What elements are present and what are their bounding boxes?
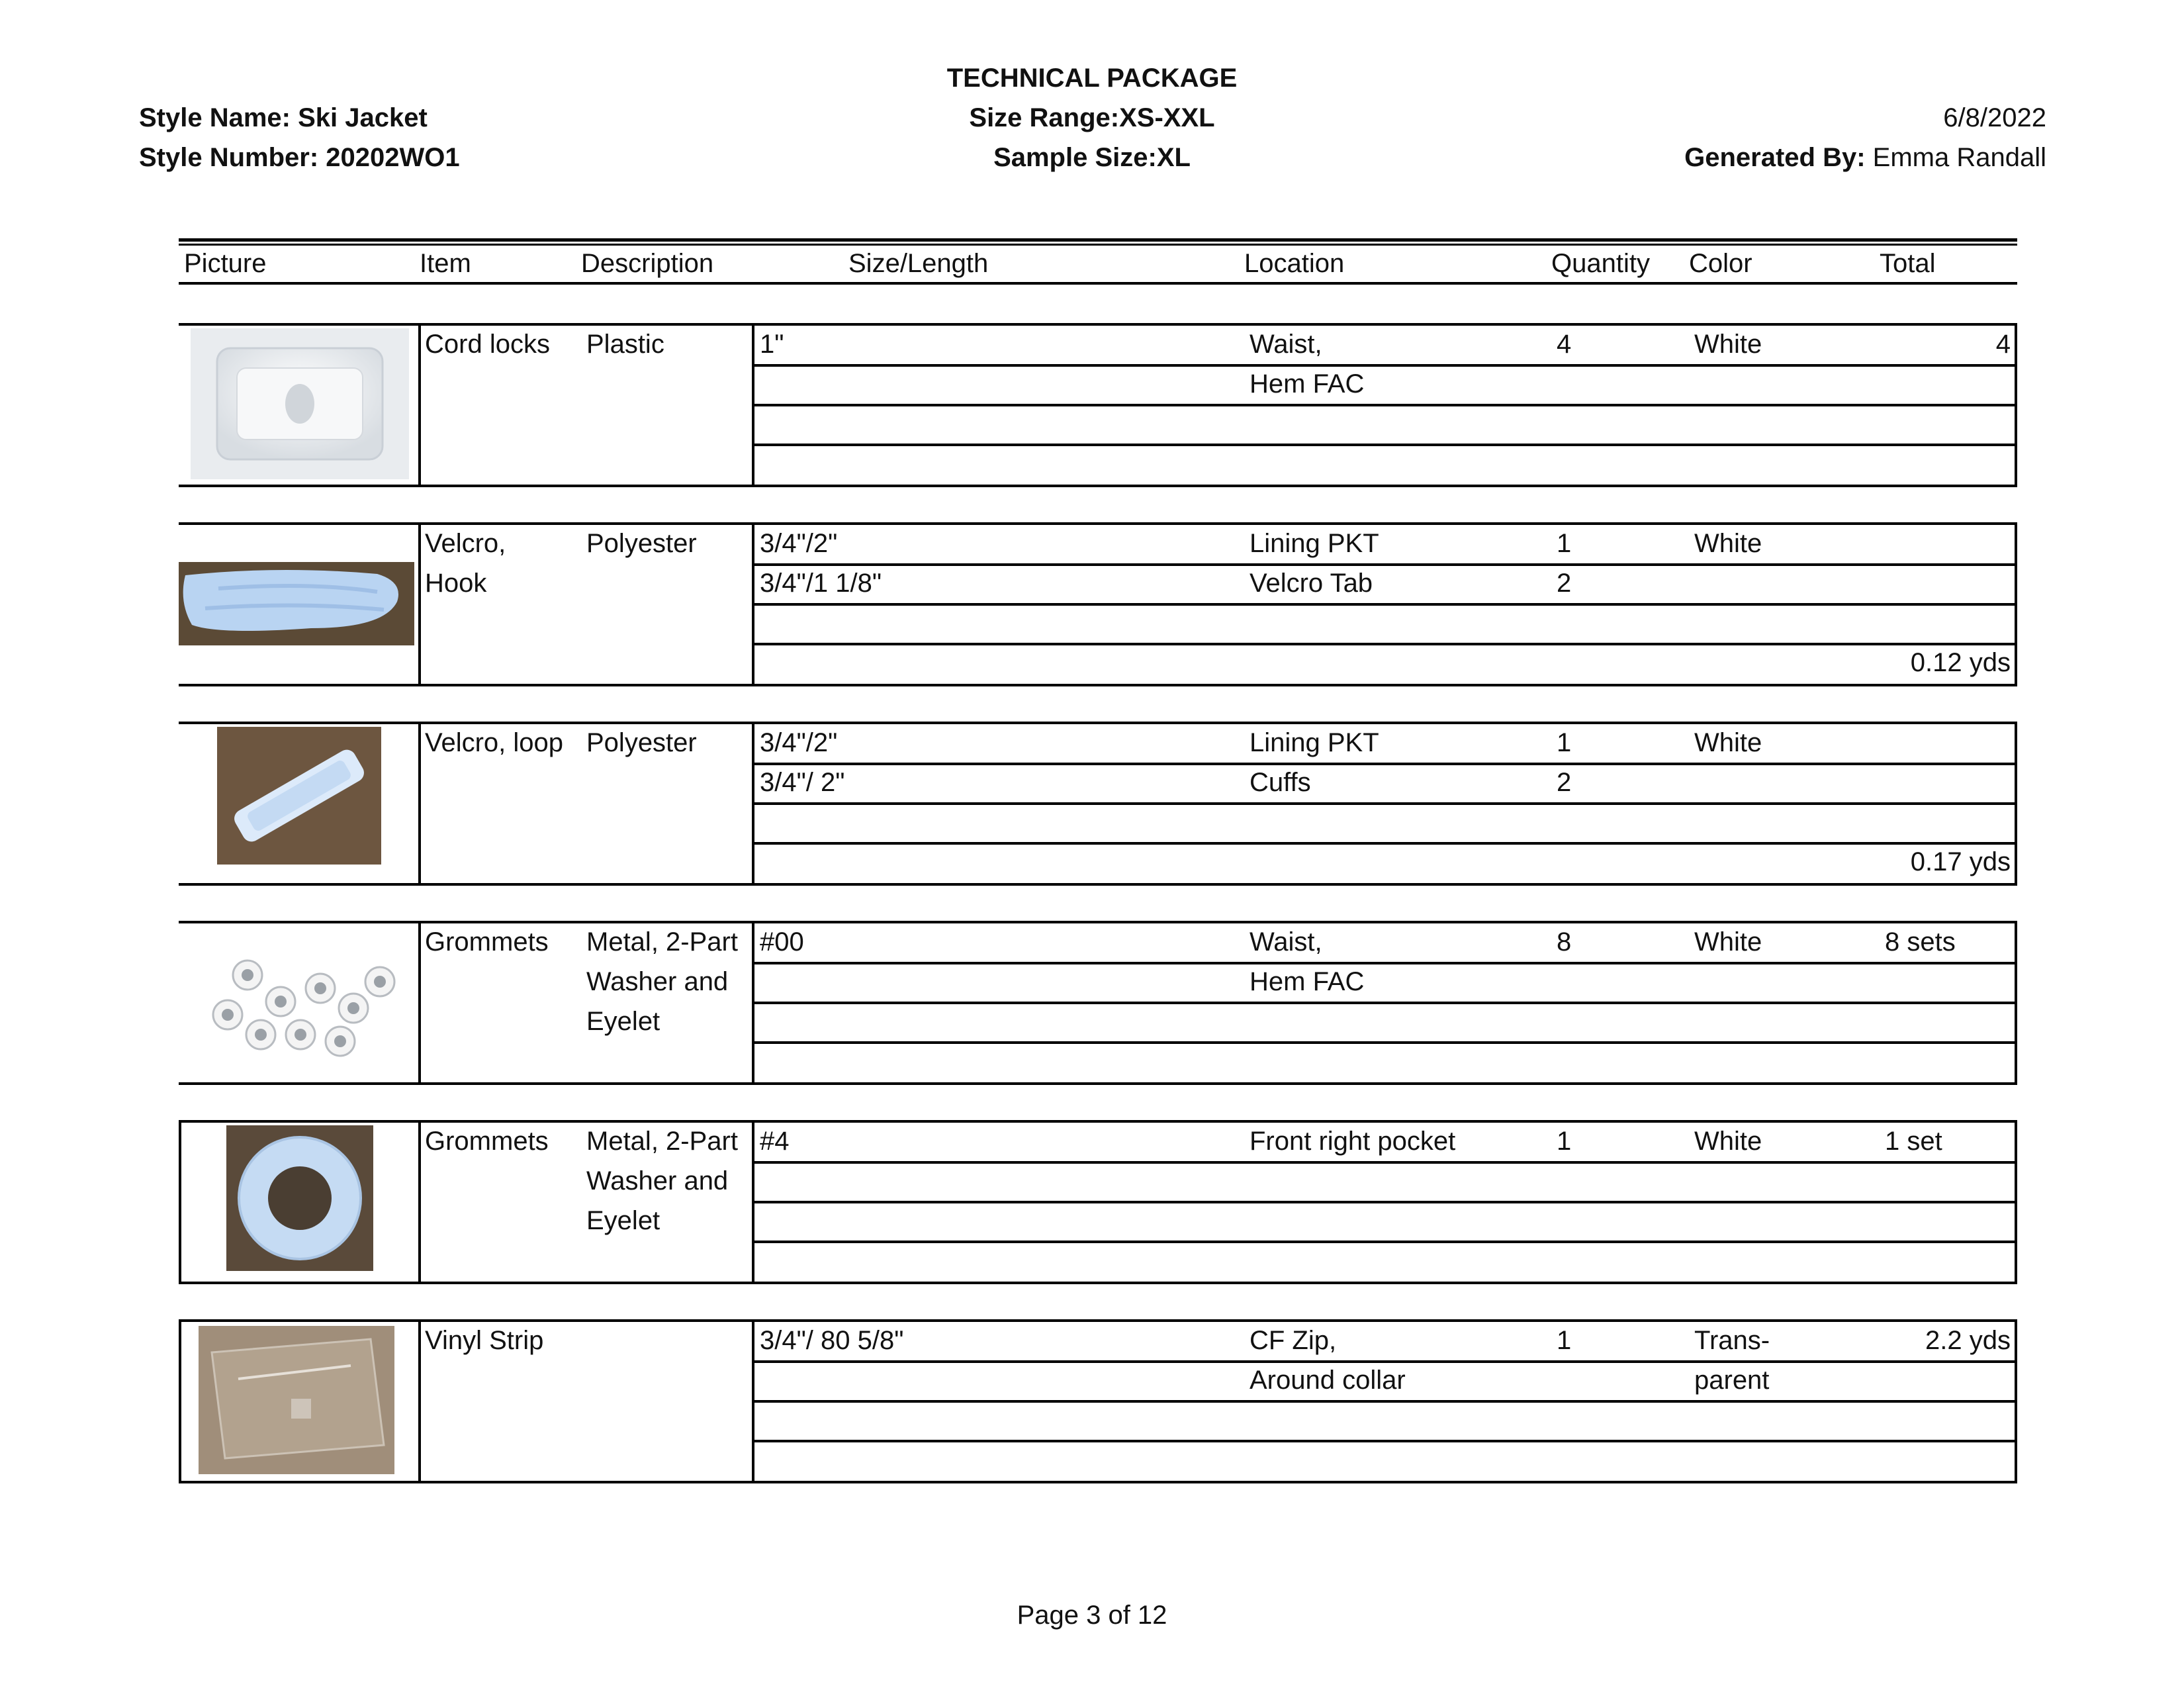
quantity-cell: 8 [1557, 927, 1572, 957]
location-cell: Cuffs [1250, 768, 1311, 797]
document-date: 6/8/2022 [1943, 103, 2046, 132]
color-cell: White [1694, 927, 1762, 957]
location-cell: Hem FAC [1250, 967, 1365, 996]
item-description: Metal, 2-Part [586, 927, 738, 957]
row-divider [752, 643, 2017, 645]
size-length-cell: #00 [760, 927, 804, 957]
size-length-cell: 1" [760, 330, 784, 359]
item-description: Washer and [586, 1166, 729, 1196]
total-cell: 4 [1995, 330, 2011, 359]
total-cell: 8 sets [1885, 927, 1956, 957]
row-divider [752, 1400, 2017, 1403]
size-length-cell: 3/4"/ 80 5/8" [760, 1326, 904, 1355]
row-divider [752, 1201, 2017, 1203]
generated-by-name: Emma Randall [1872, 143, 2046, 172]
style-name: Style Name: Ski Jacket [139, 103, 428, 132]
page-number: Page 3 of 12 [1017, 1601, 1167, 1630]
col-header-quantity: Quantity [1551, 249, 1650, 278]
color-cell: Trans- [1694, 1326, 1770, 1355]
quantity-cell: 1 [1557, 1326, 1572, 1355]
component-block [179, 1319, 2017, 1483]
item-name: Velcro, loop [425, 728, 564, 757]
col-header-item: Item [420, 249, 471, 278]
size-length-cell: 3/4"/2" [760, 728, 838, 757]
location-cell: Velcro Tab [1250, 569, 1373, 598]
component-block [179, 1120, 2017, 1284]
row-divider [752, 1161, 2017, 1164]
item-description: Washer and [586, 967, 729, 996]
small-grommets-photo [188, 935, 406, 1078]
row-divider [752, 444, 2017, 446]
item-description: Polyester [586, 728, 697, 757]
quantity-cell: 2 [1557, 768, 1572, 797]
row-divider [752, 1002, 2017, 1004]
quantity-cell: 1 [1557, 728, 1572, 757]
size-length-cell: 3/4"/1 1/8" [760, 569, 882, 598]
sample-size: Sample Size:XL [993, 143, 1191, 172]
column-divider [418, 921, 421, 1085]
item-name: Grommets [425, 1127, 549, 1156]
item-description: Metal, 2-Part [586, 1127, 738, 1156]
item-name: Vinyl Strip [425, 1326, 544, 1355]
row-divider [752, 404, 2017, 406]
document-title: TECHNICAL PACKAGE [946, 64, 1238, 93]
column-divider [418, 722, 421, 886]
generated-by [1522, 138, 2046, 177]
column-divider [418, 1120, 421, 1284]
item-description: Eyelet [586, 1206, 660, 1235]
item-name: Velcro, [425, 529, 506, 558]
column-divider [418, 522, 421, 686]
component-block [179, 722, 2017, 886]
quantity-cell: 4 [1557, 330, 1572, 359]
total-cell: 2.2 yds [1925, 1326, 2011, 1355]
row-divider [752, 603, 2017, 606]
row-divider [752, 802, 2017, 805]
size-range: Size Range:XS-XXL [969, 103, 1215, 132]
total-cell: 1 set [1885, 1127, 1942, 1156]
vinyl-strip-photo [199, 1326, 394, 1477]
item-name: Hook [425, 569, 487, 598]
item-description: Eyelet [586, 1007, 660, 1036]
total-cell: 0.17 yds [1910, 847, 2011, 876]
header-double-rule [179, 238, 2017, 242]
col-header-description: Description [581, 249, 714, 278]
velcro-hook-photo [179, 562, 414, 649]
size-length-cell: 3/4"/ 2" [760, 768, 845, 797]
row-divider [752, 563, 2017, 566]
row-divider [752, 364, 2017, 367]
large-grommet-photo [226, 1125, 373, 1274]
color-cell: parent [1694, 1366, 1770, 1395]
column-divider [418, 323, 421, 487]
row-divider [752, 763, 2017, 765]
row-divider [752, 1440, 2017, 1442]
location-cell: Front right pocket [1250, 1127, 1456, 1156]
location-cell: CF Zip, [1250, 1326, 1337, 1355]
item-name: Cord locks [425, 330, 550, 359]
white-cord-lock-photo [191, 328, 409, 483]
location-cell: Waist, [1250, 330, 1322, 359]
component-block [179, 522, 2017, 686]
size-length-cell: #4 [760, 1127, 790, 1156]
location-cell: Hem FAC [1250, 369, 1365, 399]
item-name: Grommets [425, 927, 549, 957]
color-cell: White [1694, 728, 1762, 757]
col-header-location: Location [1244, 249, 1345, 278]
total-cell: 0.12 yds [1910, 648, 2011, 677]
velcro-loop-photo [217, 727, 381, 868]
color-cell: White [1694, 330, 1762, 359]
color-cell: White [1694, 1127, 1762, 1156]
location-cell: Around collar [1250, 1366, 1406, 1395]
item-description: Plastic [586, 330, 664, 359]
component-block [179, 323, 2017, 487]
location-cell: Lining PKT [1250, 529, 1379, 558]
location-cell: Waist, [1250, 927, 1322, 957]
quantity-cell: 2 [1557, 569, 1572, 598]
style-number: Style Number: 20202WO1 [139, 143, 460, 172]
quantity-cell: 1 [1557, 1127, 1572, 1156]
location-cell: Lining PKT [1250, 728, 1379, 757]
col-header-total: Total [1880, 249, 1936, 278]
row-divider [752, 1241, 2017, 1243]
color-cell: White [1694, 529, 1762, 558]
size-length-cell: 3/4"/2" [760, 529, 838, 558]
quantity-cell: 1 [1557, 529, 1572, 558]
row-divider [752, 842, 2017, 845]
generated-by-label: Generated By: [1684, 143, 1866, 172]
col-header-picture: Picture [184, 249, 267, 278]
item-description: Polyester [586, 529, 697, 558]
row-divider [752, 1041, 2017, 1044]
component-block [179, 921, 2017, 1085]
col-header-size-length: Size/Length [848, 249, 989, 278]
col-header-color: Color [1689, 249, 1752, 278]
column-divider [418, 1319, 421, 1483]
row-divider [752, 962, 2017, 964]
